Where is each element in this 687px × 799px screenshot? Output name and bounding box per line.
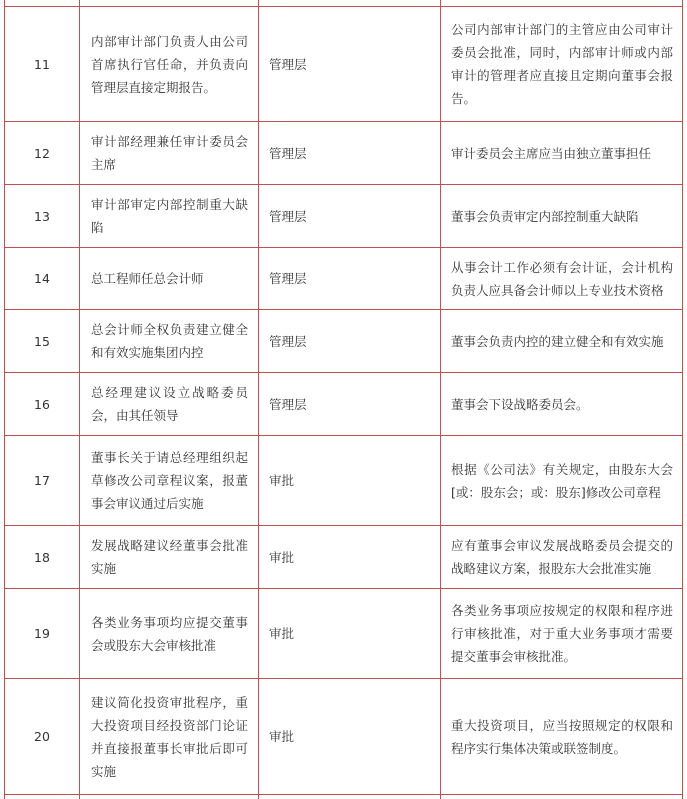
issue-cell: 总工程师任总会计师: [80, 248, 259, 310]
issue-cell: 内部审计部门负责人由公司首席执行官任命，并负责向管理层直接定期报告。: [80, 7, 259, 122]
row-number: 13: [5, 185, 80, 248]
row-number: 11: [5, 7, 80, 122]
row-number: 17: [5, 436, 80, 526]
issue-cell: 各类业务事项均应提交董事会或股东大会审核批准: [80, 589, 259, 679]
category-cell: 管理层: [259, 7, 441, 122]
issue-cell: 董事长关于请总经理组织起草修改公司章程议案，报董事会审议通过后实施: [80, 436, 259, 526]
issue-cell: 建议简化投资审批程序，重大投资项目经投资部门论证并直接报董事长审批后即可实施: [80, 679, 259, 795]
category-cell: 审批: [259, 589, 441, 679]
category-cell: 管理层: [259, 310, 441, 373]
table-row: [5, 526, 683, 589]
category-cell: [259, 795, 441, 799]
row-number: 14: [5, 248, 80, 310]
requirement-cell: 董事会负责内控的建立健全和有效实施: [441, 310, 683, 373]
row-number: 12: [5, 122, 80, 185]
requirement-cell: 审计委员会主席应当由独立董事担任: [441, 122, 683, 185]
category-cell: 审批: [259, 526, 441, 589]
table-row: [5, 589, 683, 679]
issue-cell: 发展战略建议经董事会批准实施: [80, 526, 259, 589]
requirement-cell: 董事会下设战略委员会。: [441, 373, 683, 436]
row-number: 20: [5, 679, 80, 795]
table-row: [5, 310, 683, 373]
requirement-cell: 应有董事会审议发展战略委员会提交的战略建议方案，报股东大会批准实施: [441, 526, 683, 589]
requirement-cell: 根据《公司法》有关规定，由股东大会[或：股东会；或：股东]修改公司章程: [441, 436, 683, 526]
category-cell: 管理层: [259, 373, 441, 436]
table-row: [5, 248, 683, 310]
requirement-cell: 重大投资项目，应当按照规定的权限和程序实行集体决策或联签制度。: [441, 679, 683, 795]
table-row: [5, 7, 683, 122]
audit-issues-table: [4, 0, 683, 799]
row-number: 18: [5, 526, 80, 589]
category-cell: 审批: [259, 679, 441, 795]
category-cell: 审批: [259, 436, 441, 526]
row-number: [5, 795, 80, 799]
issue-cell: 总经理建议设立战略委员会，由其任领导: [80, 373, 259, 436]
issue-cell: [80, 795, 259, 799]
requirement-cell: [441, 795, 683, 799]
requirement-cell: 公司内部审计部门的主管应由公司审计委员会批准，同时，内部审计师或内部审计的管理者应直接且定期向董事会报告。: [441, 7, 683, 122]
requirement-cell: 从事会计工作必须有会计证，会计机构负责人应具备会计师以上专业技术资格: [441, 248, 683, 310]
issue-cell: 审计部经理兼任审计委员会主席: [80, 122, 259, 185]
category-cell: 管理层: [259, 122, 441, 185]
requirement-cell: 董事会负责审定内部控制重大缺陷: [441, 185, 683, 248]
row-number: 19: [5, 589, 80, 679]
table-row: [5, 436, 683, 526]
table-row: [5, 122, 683, 185]
issue-cell: 总会计师全权负责建立健全和有效实施集团内控: [80, 310, 259, 373]
category-cell: 管理层: [259, 248, 441, 310]
table-row: [5, 795, 683, 799]
table-row: [5, 373, 683, 436]
requirement-cell: 各类业务事项应按规定的权限和程序进行审核批准，对于重大业务事项才需要提交董事会审核批准。: [441, 589, 683, 679]
table-row: [5, 185, 683, 248]
row-number: 16: [5, 373, 80, 436]
issue-cell: 审计部审定内部控制重大缺陷: [80, 185, 259, 248]
row-number: 15: [5, 310, 80, 373]
table-row: [5, 679, 683, 795]
category-cell: 管理层: [259, 185, 441, 248]
